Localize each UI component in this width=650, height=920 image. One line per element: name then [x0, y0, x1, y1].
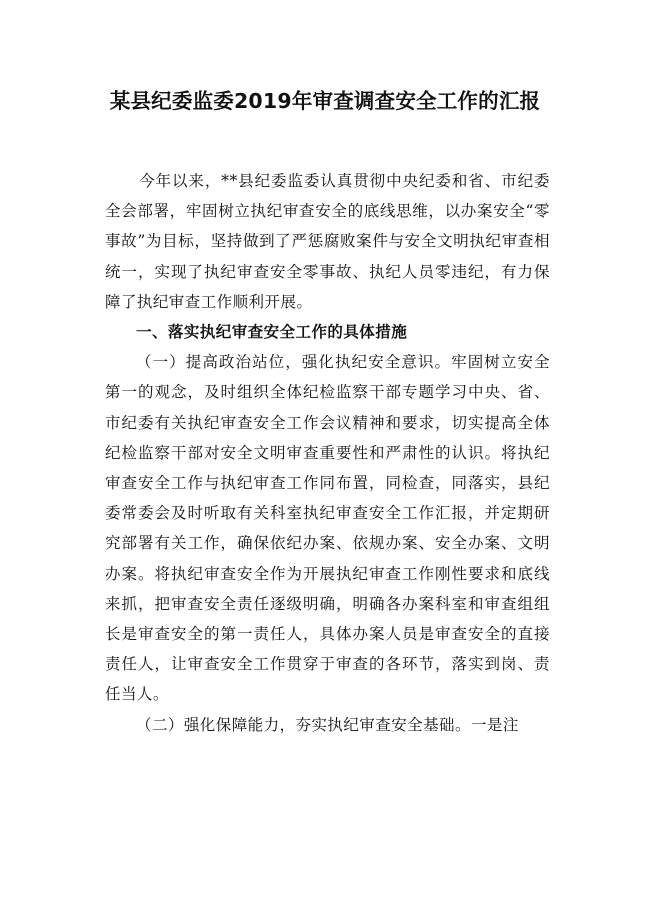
document-title: 某县纪委监委2019年审查调查安全工作的汇报 [109, 89, 541, 113]
intro-paragraph: 今年以来，**县纪委监委认真贯彻中央纪委和省、市纪委全会部署，牢固树立执纪审查安全的底线思维，以办案安全“零事故”为目标，坚持做到了严惩腐败案件与安全文明执纪审查相统一，实现了执纪审查安全零事故、执纪人员零违纪，有力保障了执纪审查工作顺利开展。 [105, 172, 550, 311]
section-heading: 一、落实执纪审查安全工作的具体措施 [136, 323, 408, 342]
document-body [105, 166, 550, 740]
point-two-paragraph: （二）强化保障能力，夯实执纪审查安全基础。一是注 [136, 715, 519, 734]
point-one-paragraph: （一）提高政治站位，强化执纪安全意识。牢固树立安全第一的观念，及时组织全体纪检监察干部专题学习中央、省、市纪委有关执纪审查安全工作会议精神和要求，切实提高全体纪检监察干部对安全文明审查重要性和严肃性的认识。将执纪审查安全工作与执纪审查工作同布置，同检查，同落实，县纪委常委会及时听取有关科室执纪审查安全工作汇报，并定期研究部署有关工作，确保依纪办案、依规办案、安全办案、文明办案。将执纪审查安全作为开展执纪审查工作刚性要求和底线来抓，把审查安全责任逐级明确，明确各办案科室和审查组组长是审查安全的第一责任人，具体办案人员是审查安全的直接责任人，让审查安全工作贯穿于审查的各环节，落实到岗、责任当人。 [105, 353, 550, 704]
